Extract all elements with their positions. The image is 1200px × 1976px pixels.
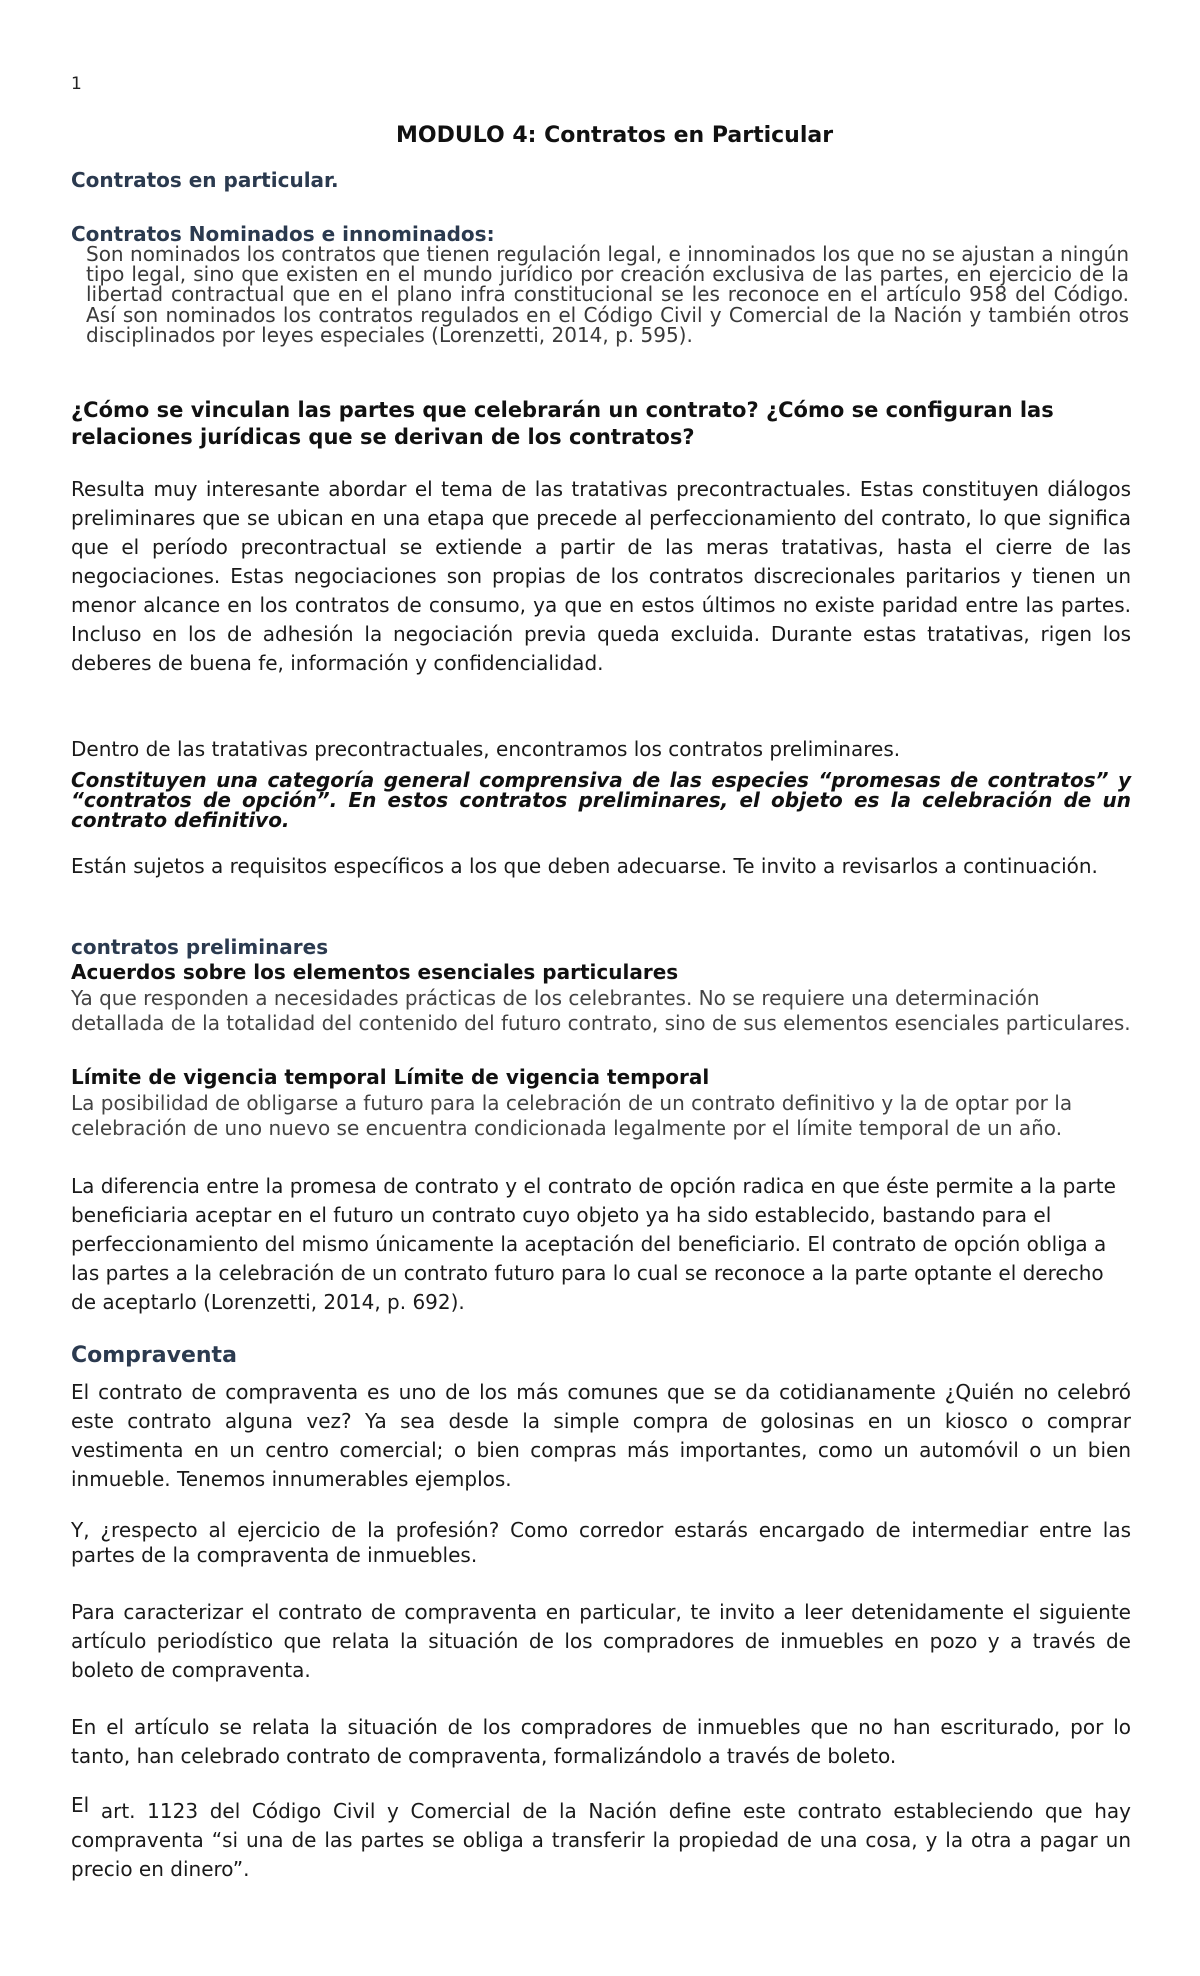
paragraph-tratativas: Resulta muy interesante abordar el tema de las tratativas precontractuales. Estas constituyen diálogos preliminares que se ubican en una etapa que precede al perfeccionamiento del contrato, lo que significa que el período precontractual se extiende a partir de las meras tratativas, hasta el cierre de las negociaciones. Estas negociaciones son propias de los contratos discrecionales paritarios y tienen un menor alcance en los contratos de consumo, ya que en estos últimos no existe paridad entre las partes. Incluso en los de adhesión la negociación previa queda excluida. Durante estas tratativas, rigen los deberes de buena fe, información y confidencialidad. (71, 477, 1131, 675)
art-1123-text: art. 1123 del Código Civil y Comercial de la Nación define este contrato estableciendo que hay compraventa “si una de las partes se obliga a transferir la propiedad de una cosa, y la otra a pagar un precio en dinero”. (71, 1799, 1131, 1881)
paragraph-diferencia: La diferencia entre la promesa de contrato y el contrato de opción radica en que éste permite a la parte beneficiaria aceptar en el futuro un contrato cuyo objeto ya ha sido establecido, bastando para el perfeccionamiento del mismo únicamente la aceptación del beneficiario. El contrato de opción obliga a las partes a la celebración de un contrato futuro para lo cual se reconoce a la parte optante el derecho de aceptarlo (Lorenzetti, 2014, p. 692). (71, 1174, 1116, 1314)
acuerdos-text: Ya que responden a necesidades prácticas de los celebrantes. No se requiere una determinación detallada de la totalidad del contenido del futuro contrato, sino de sus elementos esenciales particulares. (71, 986, 1131, 1035)
paragraph-profesion: Y, ¿respecto al ejercicio de la profesión? Como corredor estarás encargado de intermediar entre las partes de la compraventa de inmuebles. (71, 1518, 1131, 1567)
paragraph-constituyen: Constituyen una categoría general comprensiva de las especies “promesas de contratos” y “contratos de opción”. En estos contratos preliminares, el objeto es la celebración de un contrato definitivo. (71, 768, 1131, 832)
paragraph-art-1123 (71, 1793, 1131, 1884)
limite-text: La posibilidad de obligarse a futuro para la celebración de un contrato definitivo y la de optar por la celebración de uno nuevo se encuentra condicionada legalmente por el límite temporal de un año. (71, 1091, 1073, 1140)
paragraph-caracterizar: Para caracterizar el contrato de compraventa en particular, te invito a leer detenidamente el siguiente artículo periodístico que relata la situación de los compradores de inmuebles en pozo y a través de boleto de compraventa. (71, 1600, 1131, 1682)
section-title: Contratos en particular. (71, 168, 339, 192)
paragraph-compraventa: El contrato de compraventa es uno de los más comunes que se da cotidianamente ¿Quién no celebró este contrato alguna vez? Ya sea desde la simple compra de golosinas en un kiosco o comprar vestimenta en un centro comercial; o bien compras más importantes, como un automóvil o un bien inmueble. Tenemos innumerables ejemplos. (71, 1380, 1131, 1491)
preliminares-heading: contratos preliminares (71, 935, 329, 959)
question-heading: ¿Cómo se vinculan las partes que celebrarán un contrato? ¿Cómo se configuran las relaciones jurídicas que se derivan de los contratos? (71, 398, 1054, 449)
page-number: 1 (71, 74, 82, 94)
art-1123-lead-word: El (71, 1793, 90, 1817)
compraventa-heading: Compraventa (71, 1343, 237, 1368)
paragraph-dentro: Dentro de las tratativas precontractuales, encontramos los contratos preliminares. (71, 737, 901, 761)
limite-heading: Límite de vigencia temporal Límite de vigencia temporal (71, 1065, 710, 1089)
paragraph-nominados: Son nominados los contratos que tienen regulación legal, e innominados los que no se ajustan a ningún tipo legal, sino que existen en el mundo jurídico por creación exclusiva de las partes, en ejercicio de la libertad contractual que en el plano infra constitucional se les reconoce en el artículo 958 del Código. Así son nominados los contratos regulados en el Código Civil y Comercial de la Nación y también otros disciplinados por leyes especiales (Lorenzetti, 2014, p. 595). (86, 242, 1129, 347)
acuerdos-heading: Acuerdos sobre los elementos esenciales particulares (71, 960, 679, 984)
subsection-title-nominados: Contratos Nominados e innominados: (71, 222, 495, 246)
module-title: MODULO 4: Contratos en Particular (396, 123, 834, 148)
paragraph-articulo: En el artículo se relata la situación de los compradores de inmuebles que no han escriturado, por lo tanto, han celebrado contrato de compraventa, formalizándolo a través de boleto. (71, 1715, 1131, 1768)
paragraph-sujetos: Están sujetos a requisitos específicos a los que deben adecuarse. Te invito a revisarlos a continuación. (71, 854, 1098, 878)
